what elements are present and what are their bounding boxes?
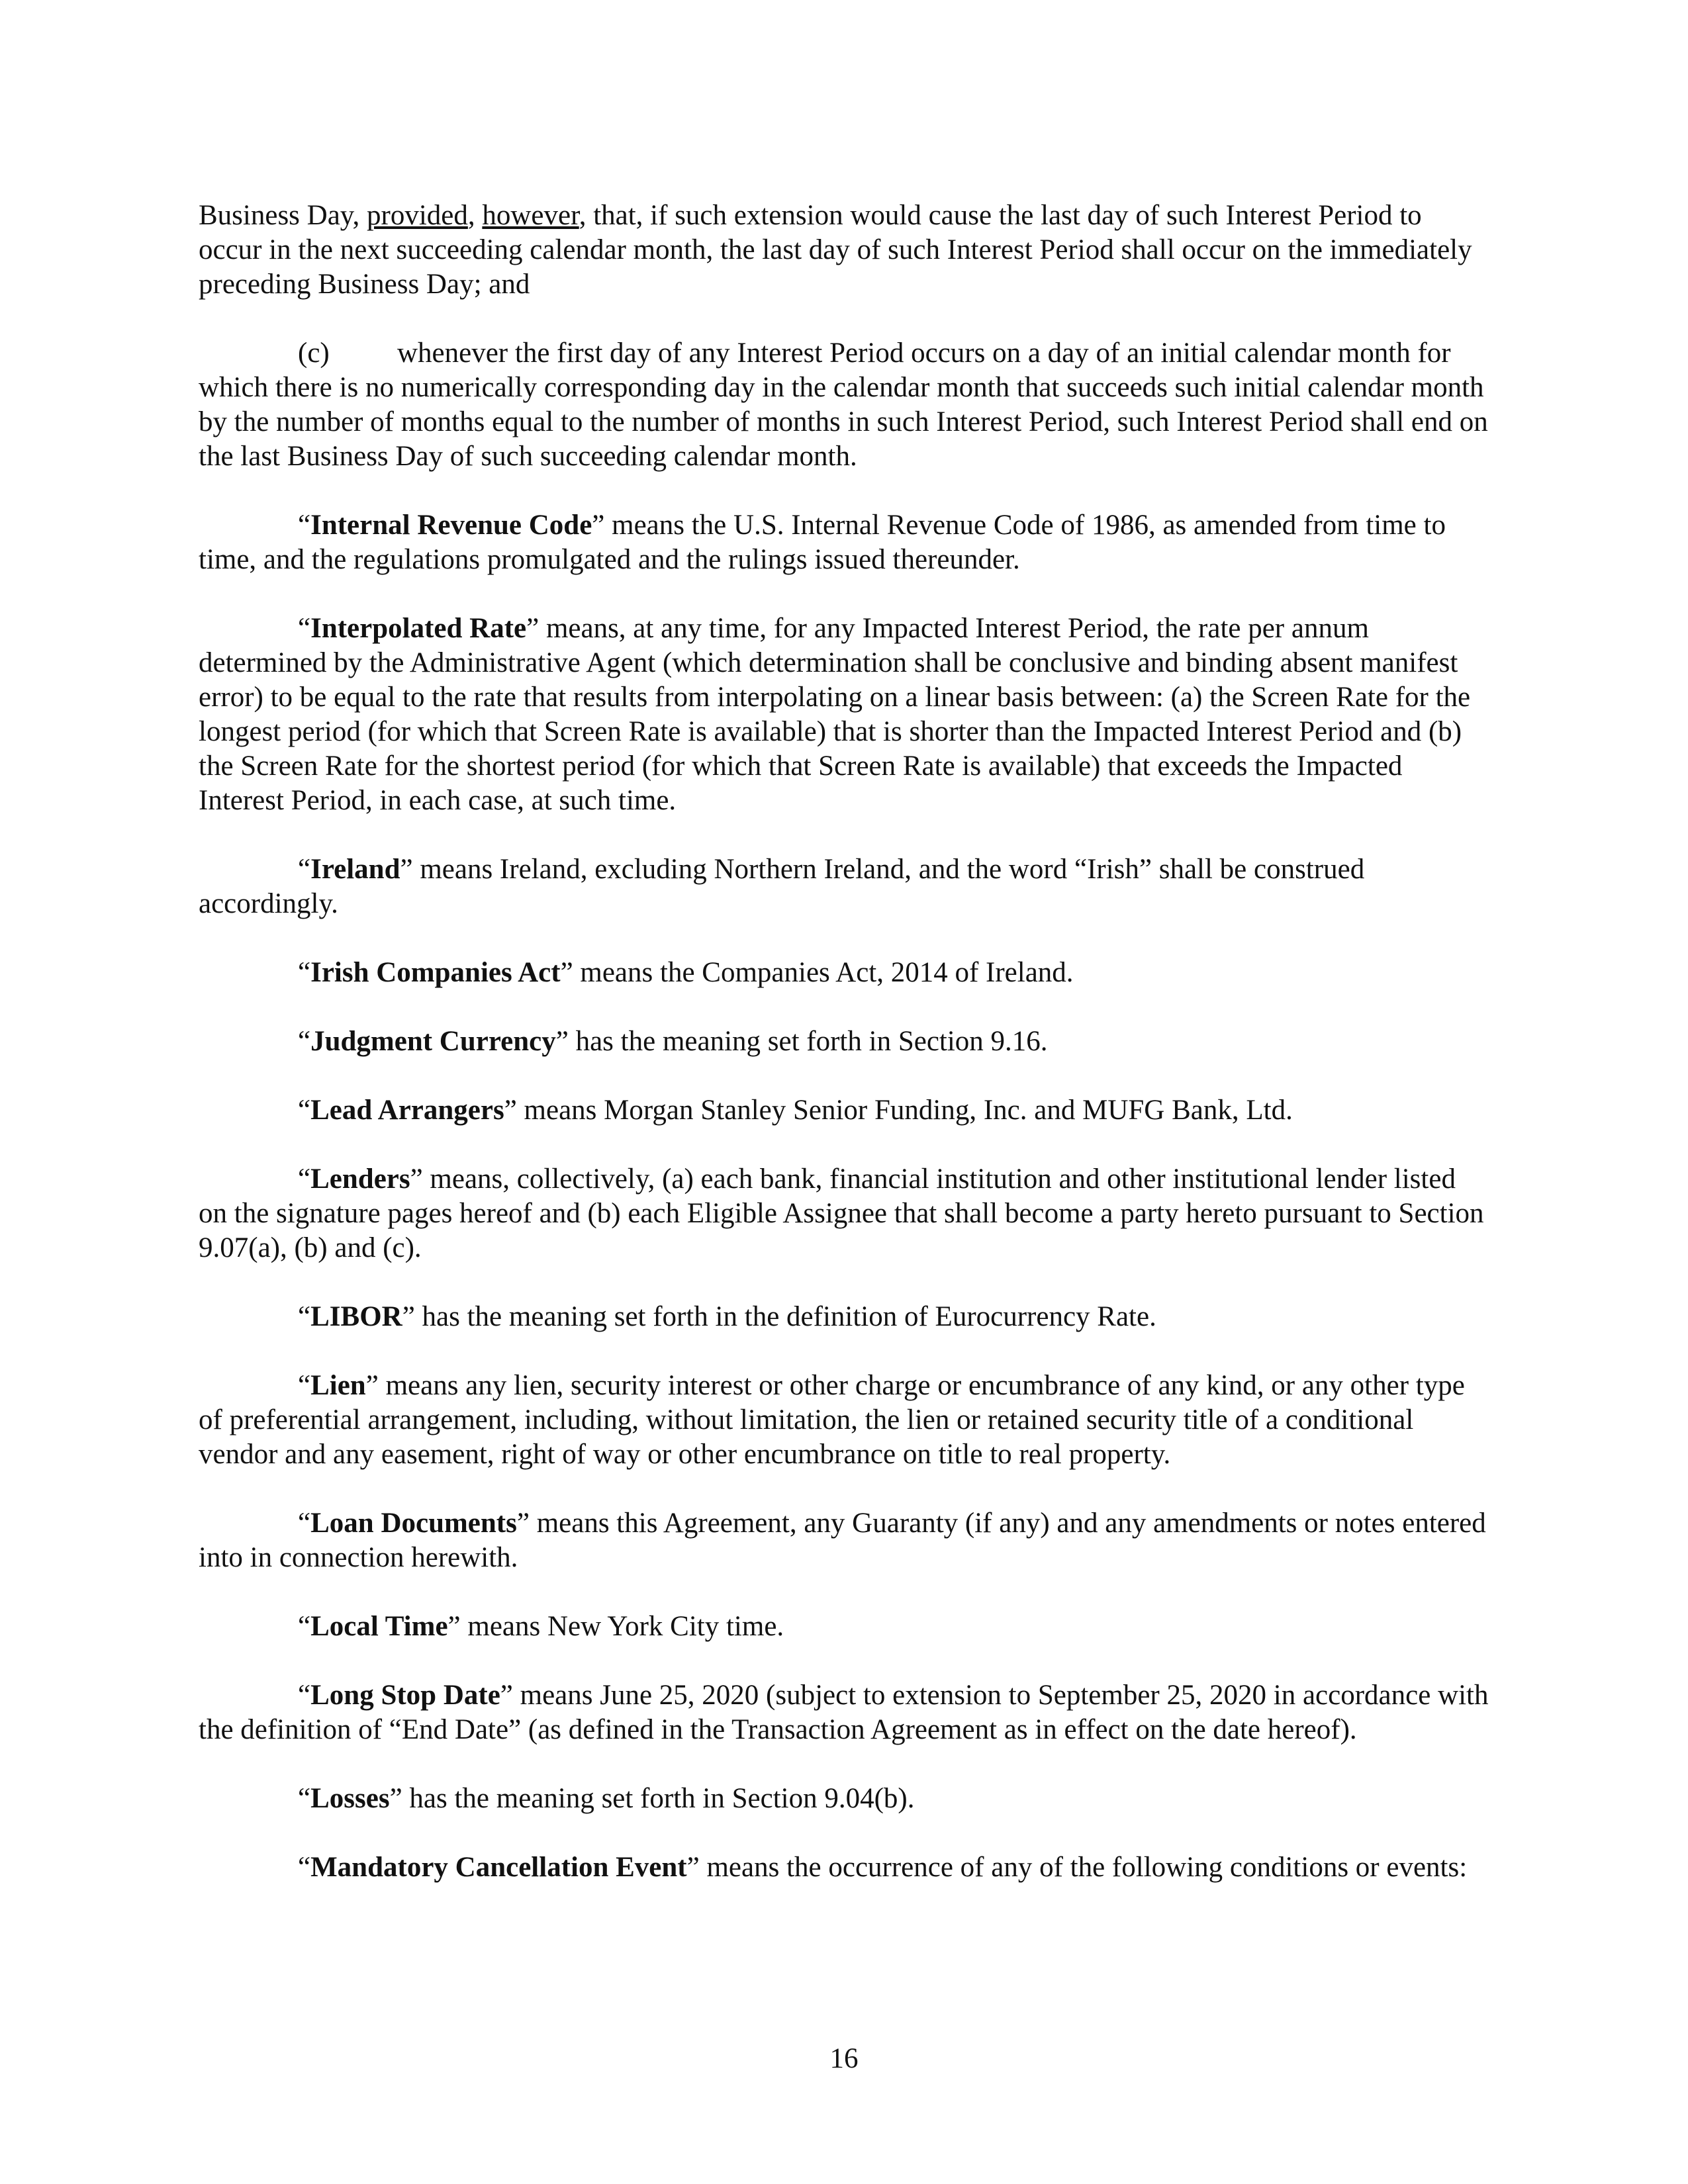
open-quote: “ bbox=[298, 1095, 311, 1126]
definition-text: ” has the meaning set forth in Section 9.04(b). bbox=[389, 1783, 915, 1814]
paragraph-text: Business Day, bbox=[199, 200, 367, 231]
document-page bbox=[199, 199, 1489, 1919]
definition-text: ” means Morgan Stanley Senior Funding, Inc. and MUFG Bank, Ltd. bbox=[504, 1095, 1293, 1126]
open-quote: “ bbox=[298, 1852, 311, 1883]
definition-text: ” means, at any time, for any Impacted Interest Period, the rate per annum determined by the Administrative Agent (which determination shall be conclusive and binding absent manifest error) to be equal to the rate that results from interpolating on a linear basis between: (a) the Screen Rate for the longest period (for which that Screen Rate is available) that is shorter than the Impacted Interest Period and (b) the Screen Rate for the shortest period (for which that Screen Rate is available) that exceeds the Impacted Interest Period, in each case, at such time. bbox=[199, 613, 1471, 816]
definition-text: ” means the U.S. Internal Revenue Code of 1986, as amended from time to time, and the regulations promulgated and the rulings issued thereunder. bbox=[199, 510, 1446, 575]
definition-local-time bbox=[199, 1610, 1489, 1644]
defined-term: Interpolated Rate bbox=[310, 613, 527, 644]
open-quote: “ bbox=[298, 1508, 311, 1539]
defined-term: Lenders bbox=[310, 1163, 410, 1195]
definition-text: ” means Ireland, excluding Northern Ireland, and the word “Irish” shall be construed accordingly. bbox=[199, 854, 1365, 919]
definition-text: ” means this Agreement, any Guaranty (if any) and any amendments or notes entered into in connection herewith. bbox=[199, 1508, 1486, 1573]
paragraph-text: , that, if such extension would cause the last day of such Interest Period to occur in the next succeeding calendar month, the last day of such Interest Period shall occur on the immediately preceding Business Day; and bbox=[199, 200, 1472, 300]
definition-lenders bbox=[199, 1162, 1489, 1265]
definition-text: ” means June 25, 2020 (subject to extension to September 25, 2020 in accordance with the definition of “End Date” (as defined in the Transaction Agreement as in effect on the date hereof). bbox=[199, 1680, 1489, 1745]
definition-text: ” means New York City time. bbox=[447, 1611, 784, 1642]
open-quote: “ bbox=[298, 1370, 311, 1401]
defined-term: Losses bbox=[310, 1783, 390, 1814]
open-quote: “ bbox=[298, 613, 311, 644]
defined-term: Internal Revenue Code bbox=[310, 510, 592, 541]
defined-term: Judgment Currency bbox=[310, 1026, 556, 1057]
definition-text: ” means, collectively, (a) each bank, financial institution and other institutional lender listed on the signature pages hereof and (b) each Eligible Assignee that shall become a party hereto pursuant to Section 9.07(a), (b) and (c). bbox=[199, 1163, 1484, 1263]
defined-term: Lead Arrangers bbox=[310, 1095, 504, 1126]
definition-long-stop-date bbox=[199, 1678, 1489, 1747]
paragraph-text: , bbox=[467, 200, 483, 231]
definition-losses bbox=[199, 1782, 1489, 1816]
defined-term: Mandatory Cancellation Event bbox=[310, 1852, 687, 1883]
definition-judgment-currency bbox=[199, 1024, 1489, 1059]
definition-interpolated-rate bbox=[199, 612, 1489, 818]
underlined-term-however: however bbox=[482, 200, 579, 231]
definition-text: ” means the Companies Act, 2014 of Ireland. bbox=[560, 957, 1074, 988]
definition-text: ” means the occurrence of any of the following conditions or events: bbox=[686, 1852, 1468, 1883]
defined-term: Long Stop Date bbox=[310, 1680, 500, 1711]
definition-internal-revenue-code bbox=[199, 508, 1489, 577]
definition-irish-companies-act bbox=[199, 956, 1489, 990]
open-quote: “ bbox=[298, 854, 311, 885]
open-quote: “ bbox=[298, 1783, 311, 1814]
open-quote: “ bbox=[298, 1680, 311, 1711]
open-quote: “ bbox=[298, 510, 311, 541]
clause-label: (c) bbox=[298, 338, 330, 369]
clause-c-paragraph bbox=[199, 336, 1489, 474]
defined-term: Irish Companies Act bbox=[310, 957, 561, 988]
definition-text: ” has the meaning set forth in the definition of Eurocurrency Rate. bbox=[402, 1301, 1156, 1332]
open-quote: “ bbox=[298, 1301, 311, 1332]
underlined-term-provided: provided bbox=[367, 200, 468, 231]
definition-lien bbox=[199, 1369, 1489, 1472]
definition-text: ” has the meaning set forth in Section 9.16. bbox=[555, 1026, 1048, 1057]
defined-term: Lien bbox=[310, 1370, 366, 1401]
definition-loan-documents bbox=[199, 1506, 1489, 1575]
open-quote: “ bbox=[298, 957, 311, 988]
page-number: 16 bbox=[829, 2043, 859, 2074]
definition-text: ” means any lien, security interest or other charge or encumbrance of any kind, or any other type of preferential arrangement, including, without limitation, the lien or retained security title of a conditional vendor and any easement, right of way or other encumbrance on title to real property. bbox=[199, 1370, 1465, 1470]
defined-term: Ireland bbox=[310, 854, 400, 885]
open-quote: “ bbox=[298, 1026, 311, 1057]
clause-text: whenever the first day of any Interest Period occurs on a day of an initial calendar month for which there is no numerically corresponding day in the calendar month that succeeds such initial calendar month by the number of months equal to the number of months in such Interest Period, such Interest Period shall end on the last Business Day of such succeeding calendar month. bbox=[199, 338, 1488, 472]
defined-term: Local Time bbox=[310, 1611, 448, 1642]
definition-ireland bbox=[199, 852, 1489, 921]
definition-lead-arrangers bbox=[199, 1093, 1489, 1128]
definition-libor bbox=[199, 1300, 1489, 1334]
defined-term: LIBOR bbox=[310, 1301, 402, 1332]
open-quote: “ bbox=[298, 1611, 311, 1642]
open-quote: “ bbox=[298, 1163, 311, 1195]
defined-term: Loan Documents bbox=[310, 1508, 517, 1539]
continuation-paragraph bbox=[199, 199, 1489, 302]
definition-mandatory-cancellation-event bbox=[199, 1850, 1489, 1885]
